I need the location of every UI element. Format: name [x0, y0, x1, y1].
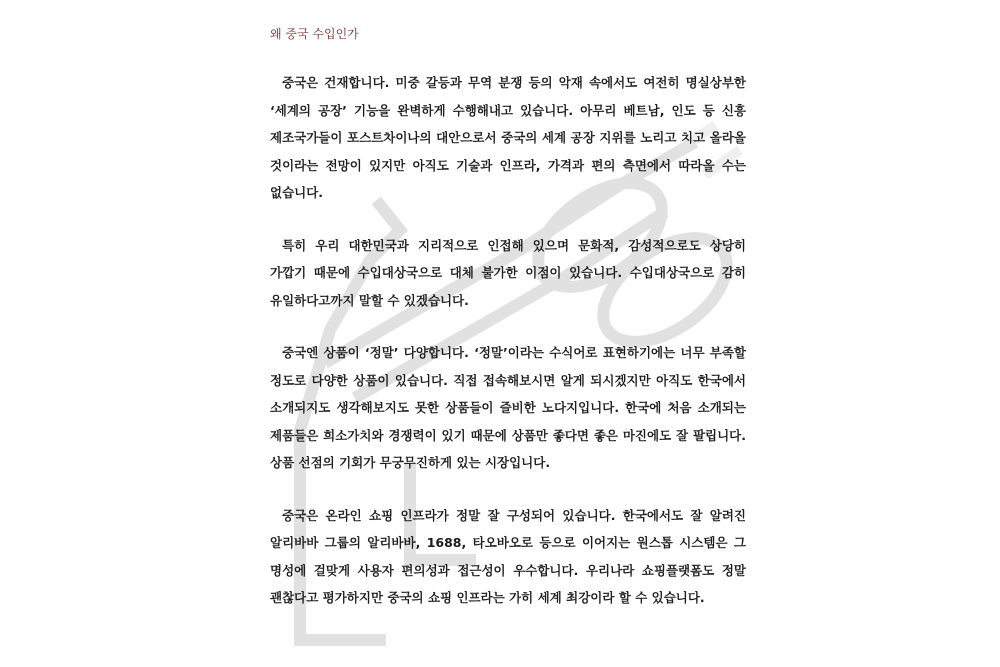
- text-line: 중국은 건재합니다. 미중 갈등과 무역 분쟁 등의 악재 속에서도 여전히 명실상부한: [282, 75, 746, 90]
- text-line: 것이라는 전망이 있지만 아직도 기술과 인프라, 가격과 편의 측면에서 따라올 수는: [270, 157, 746, 173]
- text-line: 제조국가들이 포스트차이나의 대안으로서 중국의 세계 공장 지위를 노리고 치고 올라올: [270, 130, 746, 145]
- text-line: ‘세계의 공장’ 기능을 완벽하게 수행해내고 있습니다. 아무리 베트남, 인도 등 신흥: [270, 102, 746, 118]
- section-heading: 왜 중국 수입인가: [270, 27, 359, 41]
- text-line: 제품들은 희소가치와 경쟁력이 있기 때문에 상품만 좋다면 좋은 마진에도 잘 팔립니다.: [270, 427, 746, 443]
- paragraph-3: [270, 339, 746, 477]
- text-line: 소개되지도 생각해보지도 못한 상품들이 즐비한 노다지입니다. 한국에 처음 소개되는: [270, 400, 746, 415]
- text-line: 알리바바 그룹의 알리바바, 1688, 타오바오로 등으로 이어지는 원스톱 시스템은 그: [270, 535, 746, 550]
- text-line: 특히 우리 대한민국과 지리적으로 인접해 있으며 문화적, 감성적으로도 상당히: [282, 237, 746, 253]
- text-line: 명성에 걸맞게 사용자 편의성과 접근성이 우수합니다. 우리나라 쇼핑플랫폼도 정말: [270, 562, 746, 578]
- paragraph-2: [270, 232, 746, 315]
- text-line: 정도로 다양한 상품이 있습니다. 직접 접속해보시면 알게 되시겠지만 아직도 한국에서: [270, 372, 746, 388]
- document-body: [270, 24, 746, 637]
- text-line: 없습니다.: [270, 185, 324, 200]
- paragraph-4: [270, 502, 746, 612]
- paragraph-1: [270, 69, 746, 207]
- text-line: 가깝기 때문에 수입대상국으로 대체 불가한 이점이 있습니다. 수입대상국으로 감히: [270, 265, 746, 280]
- text-line: 중국엔 상품이 ‘정말’ 다양합니다. ‘정말’이라는 수식어로 표현하기에는 너무 부족할: [282, 345, 746, 360]
- text-line: 유일하다고까지 말할 수 있겠습니다.: [270, 292, 469, 308]
- text-line: 상품 선점의 기회가 무궁무진하게 있는 시장입니다.: [270, 455, 551, 470]
- text-line: 중국은 온라인 쇼핑 인프라가 정말 잘 구성되어 있습니다. 한국에서도 잘 알려진: [282, 507, 746, 523]
- text-line: 괜찮다고 평가하지만 중국의 쇼핑 인프라는 가히 세계 최강이라 할 수 있습니다.: [270, 590, 705, 605]
